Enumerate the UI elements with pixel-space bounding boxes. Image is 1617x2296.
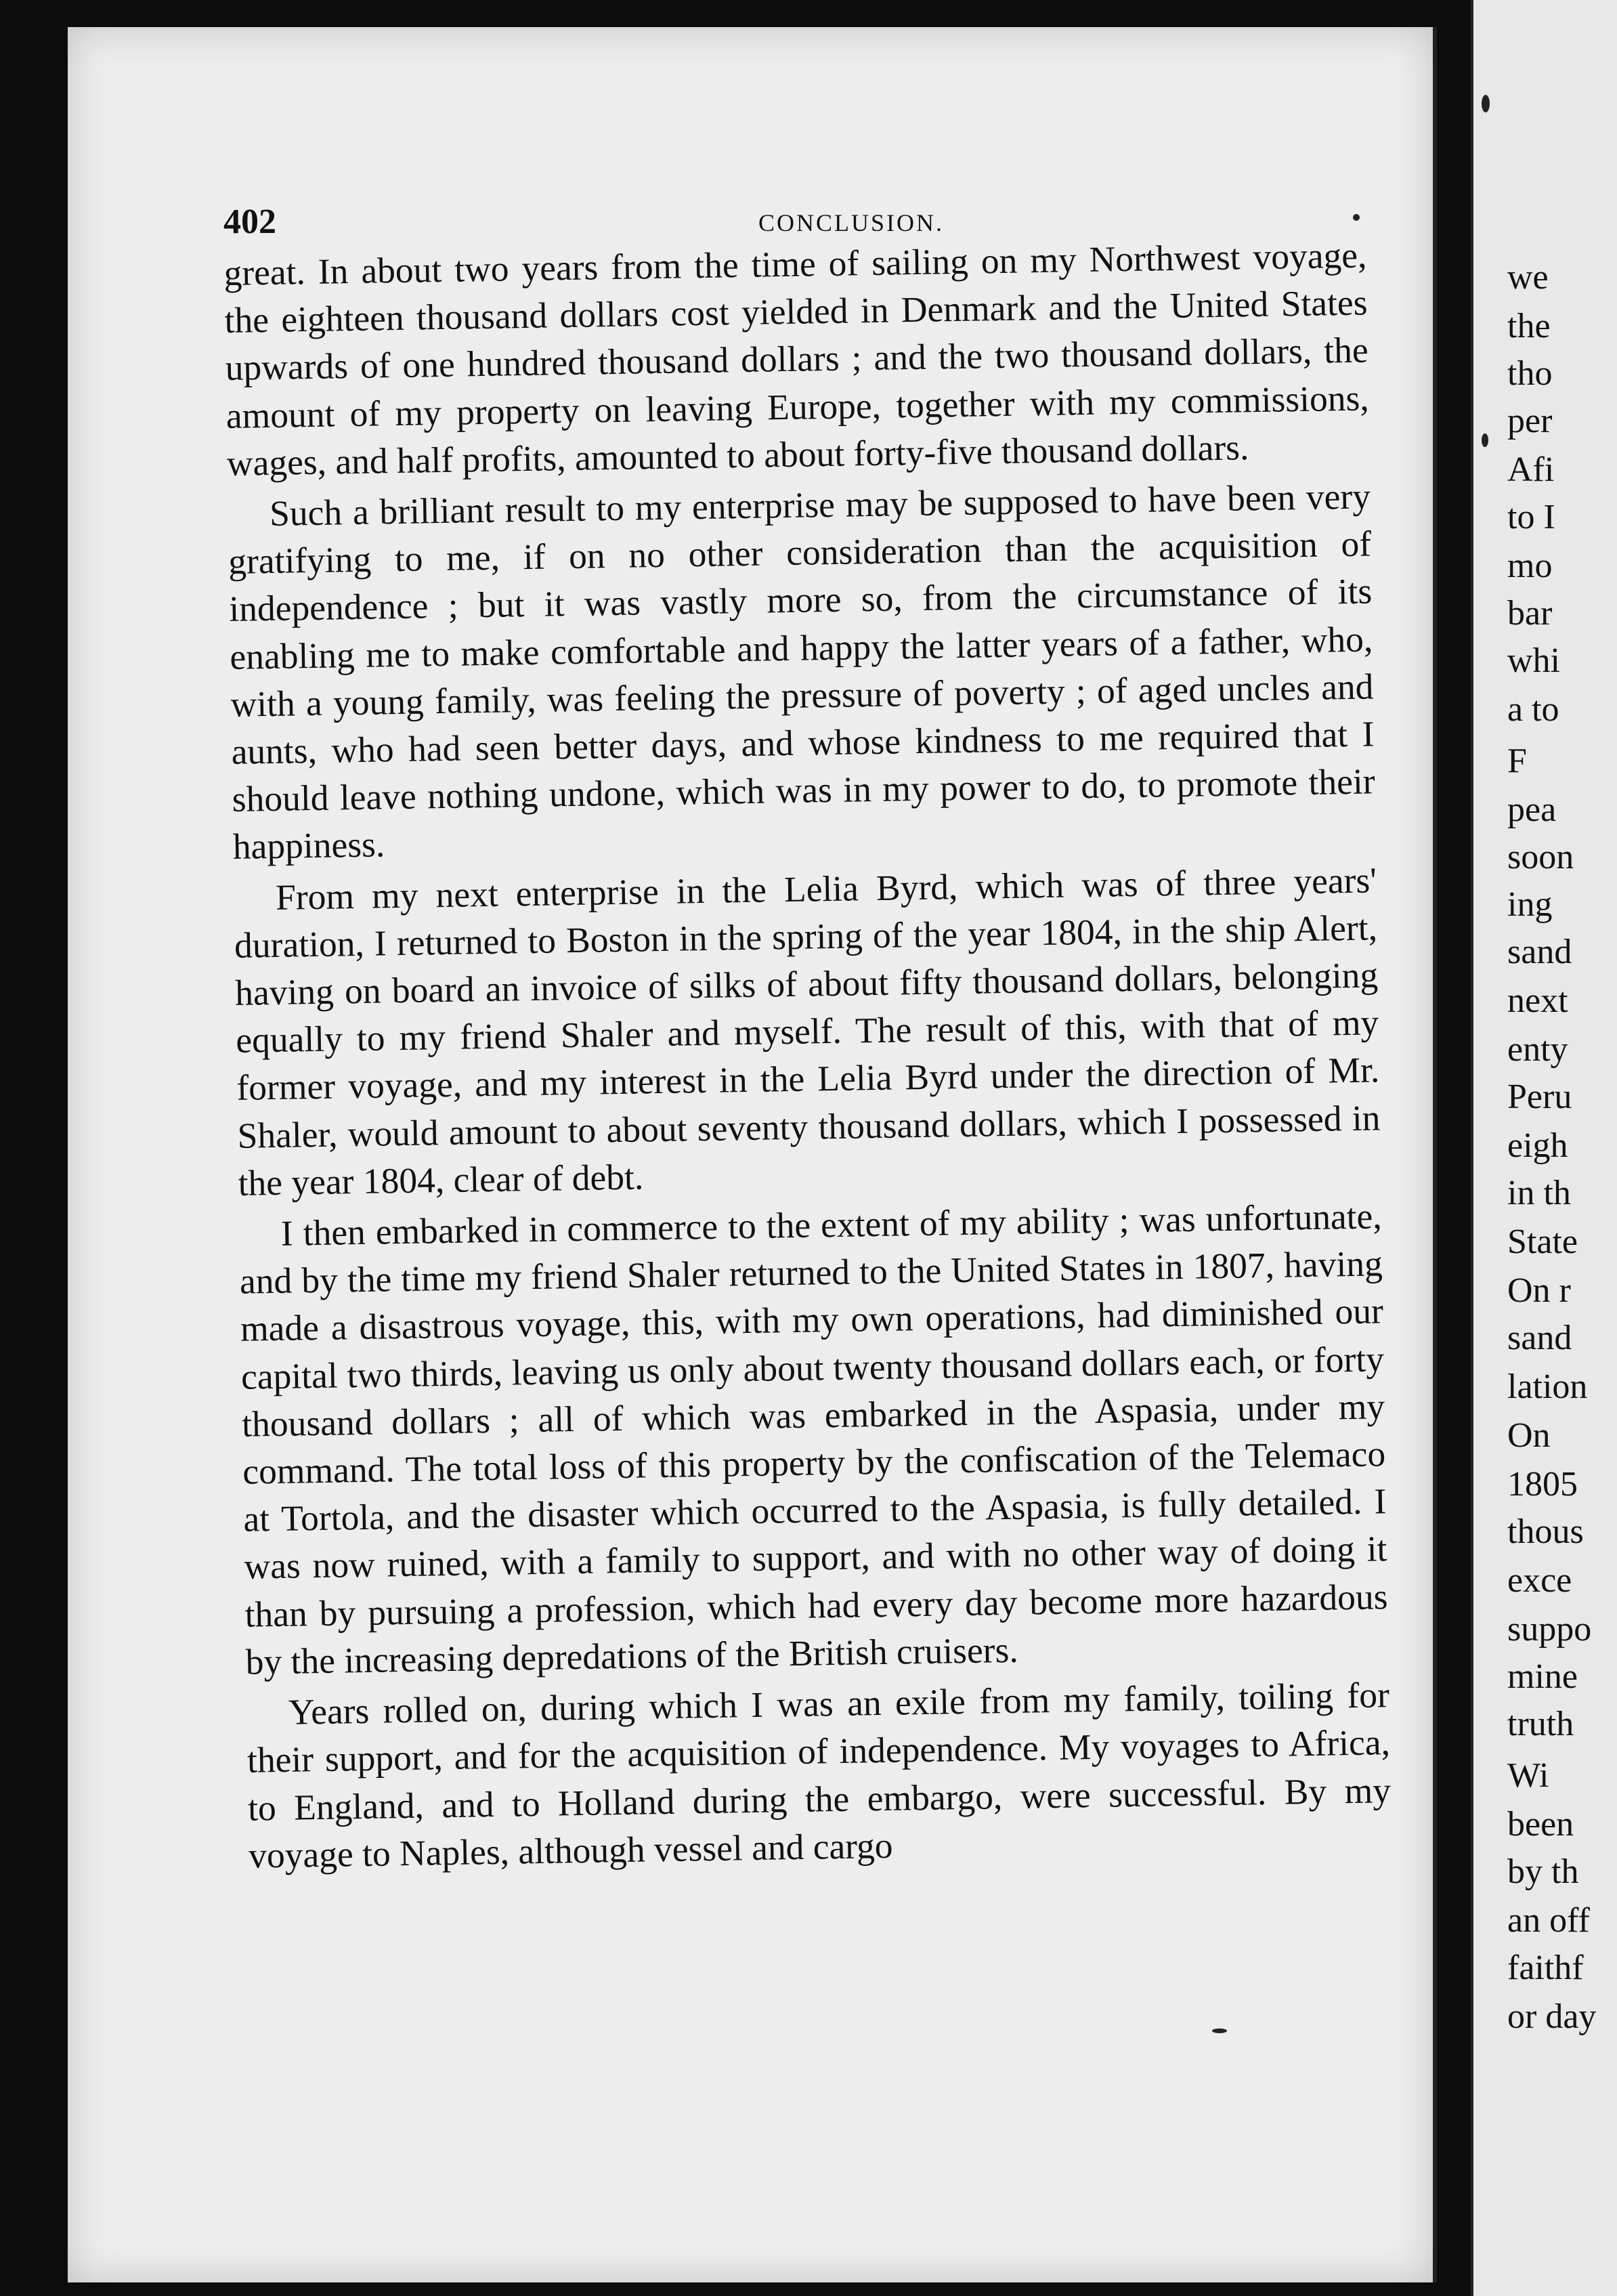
paragraph: great. In about two years from the time of sailing on my Northwest voyage, the eighteen thousand dollars cost yielded in Denmark and the United States upwards of one hundred thousand dollars ; and the two thousand dollars, the amount of my property on leaving Europe, together with my commissions, wages, and half profits, amounted to about forty-five thousand dollars.	[223, 234, 1370, 484]
body-text	[223, 231, 1392, 1882]
scan-speck	[1482, 95, 1490, 112]
scan-speck	[1353, 214, 1360, 221]
facing-page-fragment: ing	[1507, 885, 1553, 924]
facing-page-fragment: to I	[1507, 498, 1555, 536]
facing-page-fragment: per	[1507, 402, 1553, 440]
facing-page-fragment: or day	[1507, 1997, 1597, 2036]
facing-page-fragment: enty	[1507, 1030, 1568, 1069]
scan-speck	[1212, 2028, 1227, 2033]
facing-page-fragment: State	[1507, 1223, 1578, 1261]
facing-page-fragment: the	[1507, 307, 1551, 345]
facing-page-fragment: lation	[1507, 1367, 1588, 1406]
adjacent-page-edge	[1471, 0, 1617, 2296]
facing-page-fragment: F	[1507, 742, 1527, 780]
paragraph: Years rolled on, during which I was an exile from my family, toiling for their support, and for the acquisition of independence. My voyages to Africa, to England, and to Holland during the embargo, were successful. By my voyage to Naples, although vessel and cargo	[246, 1674, 1392, 1876]
facing-page-fragment: On r	[1507, 1271, 1571, 1310]
facing-page-fragment: mine	[1507, 1657, 1578, 1696]
facing-page-fragment: in th	[1507, 1174, 1571, 1212]
facing-page-fragment: exce	[1507, 1561, 1572, 1600]
facing-page-fragment: tho	[1507, 354, 1553, 393]
facing-page-fragment: soon	[1507, 838, 1574, 876]
facing-page-fragment: whi	[1507, 641, 1560, 680]
facing-page-fragment: by th	[1507, 1852, 1579, 1891]
facing-page-fragment: pea	[1507, 790, 1557, 829]
facing-page-fragment: thous	[1507, 1512, 1584, 1551]
scan-speck	[1482, 433, 1488, 447]
facing-page-fragment: Afi	[1507, 450, 1555, 489]
facing-page-fragment: we	[1507, 258, 1549, 297]
facing-page-fragment: mo	[1507, 547, 1553, 585]
facing-page-fragment: Wi	[1507, 1756, 1549, 1795]
facing-page-fragment: sand	[1507, 1319, 1572, 1357]
facing-page-fragment: been	[1507, 1805, 1574, 1844]
facing-page-fragment: a to	[1507, 690, 1559, 729]
facing-page-fragment: faithf	[1507, 1949, 1584, 1987]
facing-page-fragment: On	[1507, 1416, 1551, 1455]
facing-page-fragment: bar	[1507, 594, 1553, 633]
facing-page-fragment: suppo	[1507, 1610, 1592, 1649]
paragraph: Such a brilliant result to my enterprise may be supposed to have been very gratifying to me, if on no other consideration than the acquisition of independence ; but it was vastly more so, from the circumstance of its enabling me to make comfortable and happy the latter years of a father, who, with a young family, was feeling the pressure of poverty ; of aged uncles and aunts, who had seen better days, and whose kindness to me required that I should leave nothing undone, which was in my power to do, to promote their happiness.	[228, 475, 1376, 868]
facing-page-fragment: next	[1507, 981, 1568, 1020]
facing-page-fragment: 1805	[1507, 1465, 1578, 1504]
page-number: 402	[223, 203, 276, 241]
facing-page-fragment: an off	[1507, 1901, 1590, 1940]
paragraph: I then embarked in commerce to the extent of my ability ; was unfortunate, and by the time my friend Shaler returned to the United States in 1807, having made a disastrous voyage, this, with my own operations, had diminished our capital two thirds, leaving us only about twenty thousand dollars each, or forty thousand dollars ; all of which was embarked in the Aspasia, under my command. The total loss of this property by the confiscation of the Telemaco at Tortola, and the disaster which occurred to the Aspasia, is fully detailed. I was now ruined, with a family to support, and with no other way of doing it than by pursuing a profession, which had every day become more hazardous by the increasing depredations of the British cruisers.	[239, 1195, 1388, 1682]
facing-page-fragment: eigh	[1507, 1126, 1568, 1165]
facing-page-fragment: sand	[1507, 933, 1572, 971]
facing-page-fragment: Peru	[1507, 1078, 1572, 1116]
facing-page-fragment: truth	[1507, 1705, 1574, 1743]
running-head: CONCLUSION.	[758, 209, 945, 236]
paragraph: From my next enterprise in the Lelia Byrd, which was of three years' duration, I returned to Boston in the spring of the year 1804, in the ship Alert, having on board an invoice of silks of about fifty thousand dollars, belonging equally to my friend Shaler and myself. The result of this, with that of my former voyage, and my interest in the Lelia Byrd under the direction of Mr. Shaler, would amount to about seventy thousand dollars, which I possessed in the year 1804, clear of debt.	[234, 859, 1381, 1204]
